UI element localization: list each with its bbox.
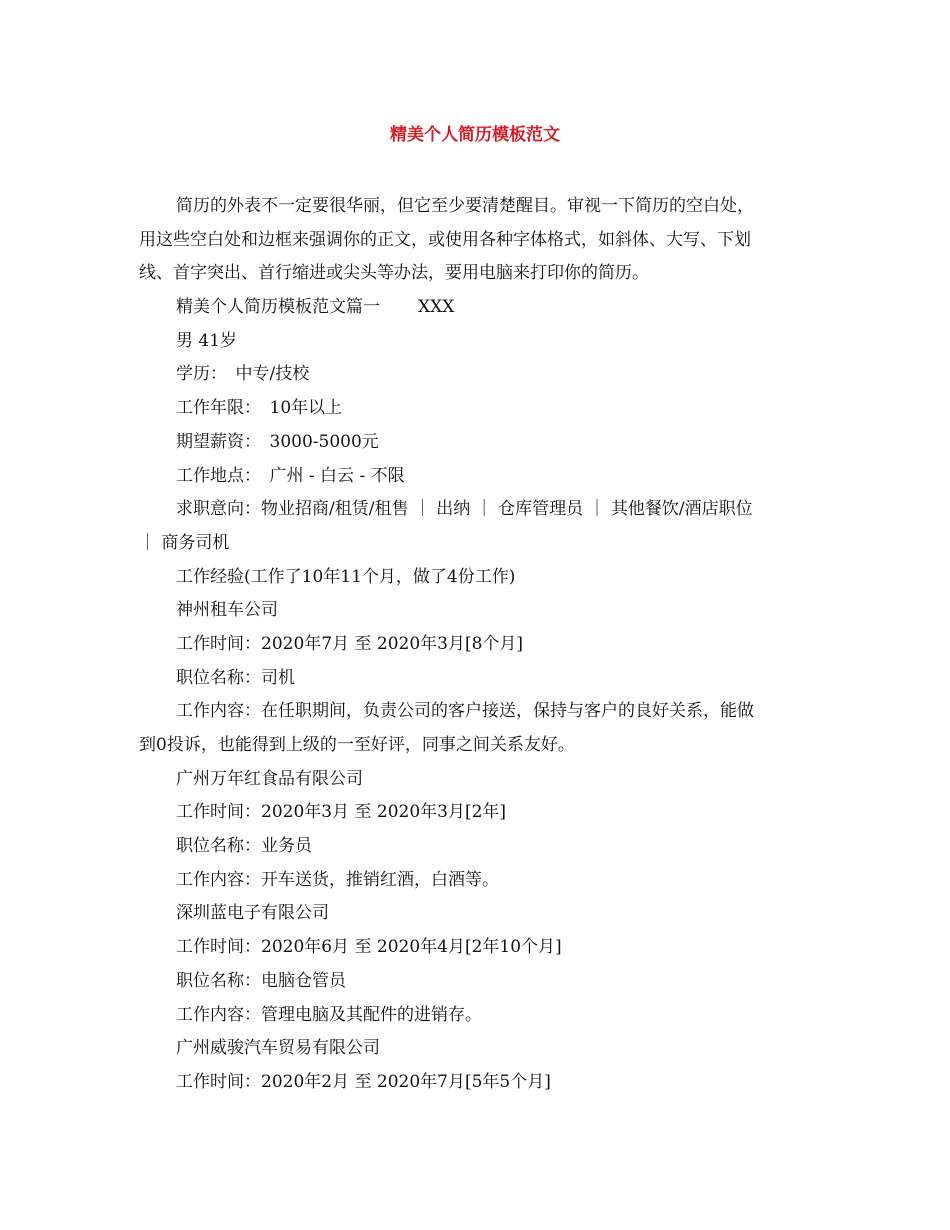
job-2-time: 工作时间：2020年3月 至 2020年3月[2年] — [176, 802, 507, 823]
intro-line-1: 简历的外表不一定要很华丽，但它至少要清楚醒目。审视一下简历的空白处， — [176, 196, 754, 216]
education: 学历： 中专/技校 — [176, 364, 310, 385]
job-1-content-line-1: 工作内容：在任职期间，负责公司的客户接送，保持与客户的良好关系，能做 — [176, 701, 754, 722]
job-2-content: 工作内容：开车送货，推销红酒，白酒等。 — [176, 869, 499, 890]
document-title: 精美个人简历模板范文 — [390, 125, 560, 145]
job-intention-line-1: 求职意向：物业招商/租赁/租售 ｜ 出纳 ｜ 仓库管理员 ｜ 其他餐饮/酒店职位 — [176, 499, 753, 520]
section-heading-line — [139, 291, 819, 325]
job-3-company: 深圳蓝电子有限公司 — [176, 903, 329, 924]
job-3-content: 工作内容：管理电脑及其配件的进销存。 — [176, 1004, 482, 1025]
work-location: 工作地点： 广州 - 白云 - 不限 — [176, 465, 405, 486]
section-heading: 精美个人简历模板范文篇一 — [176, 297, 380, 318]
expected-salary: 期望薪资： 3000-5000元 — [176, 431, 379, 452]
experience-summary: 工作经验(工作了10年11个月，做了4份工作) — [176, 566, 516, 587]
job-4-time: 工作时间：2020年2月 至 2020年7月[5年5个月] — [176, 1071, 551, 1092]
job-intention-line-2: ｜ 商务司机 — [139, 532, 230, 553]
job-4-company: 广州威骏汽车贸易有限公司 — [176, 1038, 380, 1059]
candidate-name: XXX — [418, 297, 455, 318]
job-1-company: 神州租车公司 — [176, 600, 278, 621]
job-3-time: 工作时间：2020年6月 至 2020年4月[2年10个月] — [176, 937, 562, 958]
job-2-position: 职位名称：业务员 — [176, 836, 312, 857]
job-1-time: 工作时间：2020年7月 至 2020年3月[8个月] — [176, 633, 524, 654]
job-2-company: 广州万年红食品有限公司 — [176, 768, 363, 789]
gender-age: 男 41岁 — [176, 330, 238, 351]
job-3-position: 职位名称：电脑仓管员 — [176, 970, 346, 991]
job-1-position: 职位名称：司机 — [176, 667, 295, 688]
intro-line-3: 线、首字突出、首行缩进或尖头等办法，要用电脑来打印你的简历。 — [139, 263, 649, 284]
work-years: 工作年限： 10年以上 — [176, 398, 343, 419]
intro-line-2: 用这些空白处和边框来强调你的正文，或使用各种字体格式，如斜体、大写、下划 — [139, 229, 751, 250]
job-1-content-line-2: 到0投诉，也能得到上级的一至好评，同事之间关系友好。 — [139, 735, 575, 755]
document-body — [139, 190, 819, 1100]
